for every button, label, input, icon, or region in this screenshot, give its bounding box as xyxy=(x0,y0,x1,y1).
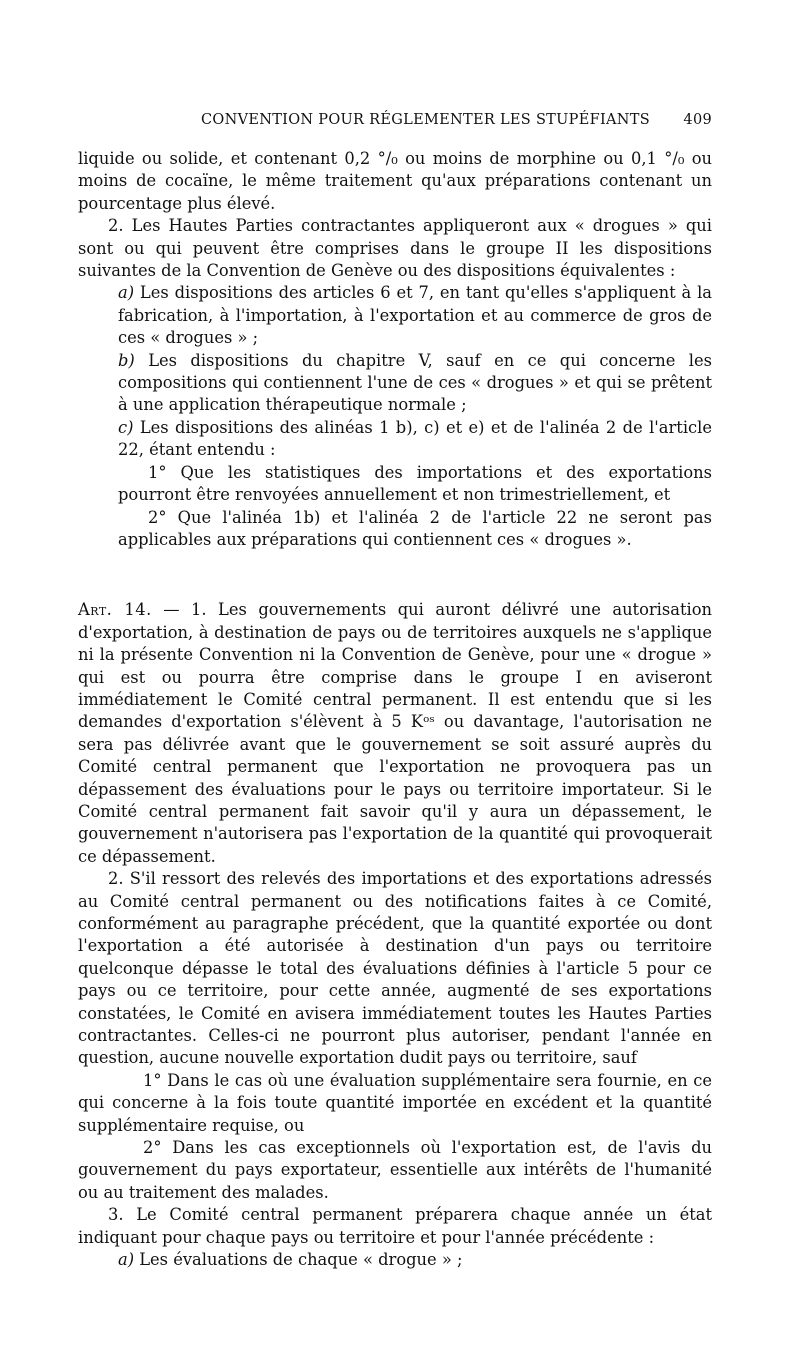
sub-item-c-2: 2° Que l'alinéa 1b) et l'alinéa 2 de l'article 22 ne seront pas applicables aux préparations qui contiennent ces « drogues ». xyxy=(118,507,712,549)
list-item-b xyxy=(78,350,712,417)
list-item-a xyxy=(78,282,712,349)
item-c-text: Les dispositions des alinéas 1 b), c) et e) et de l'alinéa 2 de l'article 22, étant entendu : xyxy=(118,417,712,460)
item-b-text: Les dispositions du chapitre V, sauf en ce qui concerne les compositions qui contiennent l'une de ces « drogues » et qui se prêtent à une application thérapeutique normale ; xyxy=(118,350,712,415)
section-gap xyxy=(78,551,712,599)
article-14-paragraph-1 xyxy=(78,599,712,868)
paragraph-2: 2. Les Hautes Parties contractantes appliqueront aux « drogues » qui sont ou qui peuvent être comprises dans le groupe II les dispositions suivantes de la Convention de Genève ou des dispositions équivalentes : xyxy=(78,216,712,281)
header-title: CONVENTION POUR RÉGLEMENTER LES STUPÉFIANTS xyxy=(201,112,650,128)
art14-3-a-text: Les évaluations de chaque « drogue » ; xyxy=(134,1250,463,1270)
page-number: 409 xyxy=(683,112,712,128)
item-c-letter: c) xyxy=(118,417,134,437)
paragraph-continuation: liquide ou solide, et contenant 0,2 °/₀ ou moins de morphine ou 0,1 °/₀ ou moins de cocaïne, le même traitement qu'aux préparations contenant un pourcentage plus élevé. xyxy=(78,149,712,213)
page-body xyxy=(78,148,712,1272)
art14-3-a-letter: a) xyxy=(118,1250,135,1270)
article-14-3-item-a xyxy=(78,1249,712,1271)
article-14-2-item-2: 2° Dans les cas exceptionnels où l'exportation est, de l'avis du gouvernement du pays exportateur, essentielle aux intérêts de l'humanité ou au traitement des malades. xyxy=(78,1138,712,1202)
item-a-letter: a) xyxy=(118,283,135,303)
list-item-c xyxy=(78,417,712,462)
article-14-paragraph-3: 3. Le Comité central permanent préparera chaque année un état indiquant pour chaque pays ou territoire et pour l'année précédente : xyxy=(78,1205,712,1247)
sub-item-c-1: 1° Que les statistiques des importations et des exportations pourront être renvoyées annuellement et non trimestriellement, et xyxy=(118,462,712,505)
running-header xyxy=(78,112,712,132)
article-14-paragraph-2: 2. S'il ressort des relevés des importations et des exportations adressés au Comité central permanent ou des notifications faites à ce Comité, conformément au paragraphe précédent, que la quantité exportée ou dont l'exportation a été autorisée à destination d'un pays ou territoire quelconque dépasse le total des évaluations définies à l'article 5 pour ce pays ou ce territoire, pour cette année, augmenté de ses exportations constatées, le Comité en avisera immédiatement toutes les Hautes Parties contractantes. Celles-ci ne pourront plus autoriser, pendant l'année en question, aucune nouvelle exportation dudit pays ou territoire, sauf xyxy=(78,869,712,1068)
article-14-1-text: — 1. Les gouvernements qui auront délivré une autorisation d'exportation, à destination de pays ou de territoires auxquels ne s'applique ni la présente Convention ni la Convention de Genève, pour une « drogue » qui est ou pourra être comprise dans le groupe I en aviseront immédiatement le Comité central permanent. Il est entendu que si les demandes d'exportation s'élèvent à 5 Kᵒˢ ou davantage, l'autorisation ne sera pas délivrée avant que le gouvernement se soit assuré auprès du Comité central permanent que l'exportation ne provoquera pas un dépassement des évaluations pour le pays ou territoire importateur. Si le Comité central permanent fait savoir qu'il y aura un dépassement, le gouvernement n'autorisera pas l'exportation de la quantité qui provoquerait ce dépassement. xyxy=(78,600,712,866)
item-b-letter: b) xyxy=(118,350,135,370)
article-label: Art. 14. xyxy=(78,600,152,620)
item-a-text: Les dispositions des articles 6 et 7, en tant qu'elles s'appliquent à la fabrication, à l'importation, à l'exportation et au commerce de gros de ces « drogues » ; xyxy=(118,283,712,348)
article-14-2-item-1: 1° Dans le cas où une évaluation supplémentaire sera fournie, en ce qui concerne à la fois toute quantité importée en excédent et la quantité supplémentaire requise, ou xyxy=(78,1070,712,1135)
